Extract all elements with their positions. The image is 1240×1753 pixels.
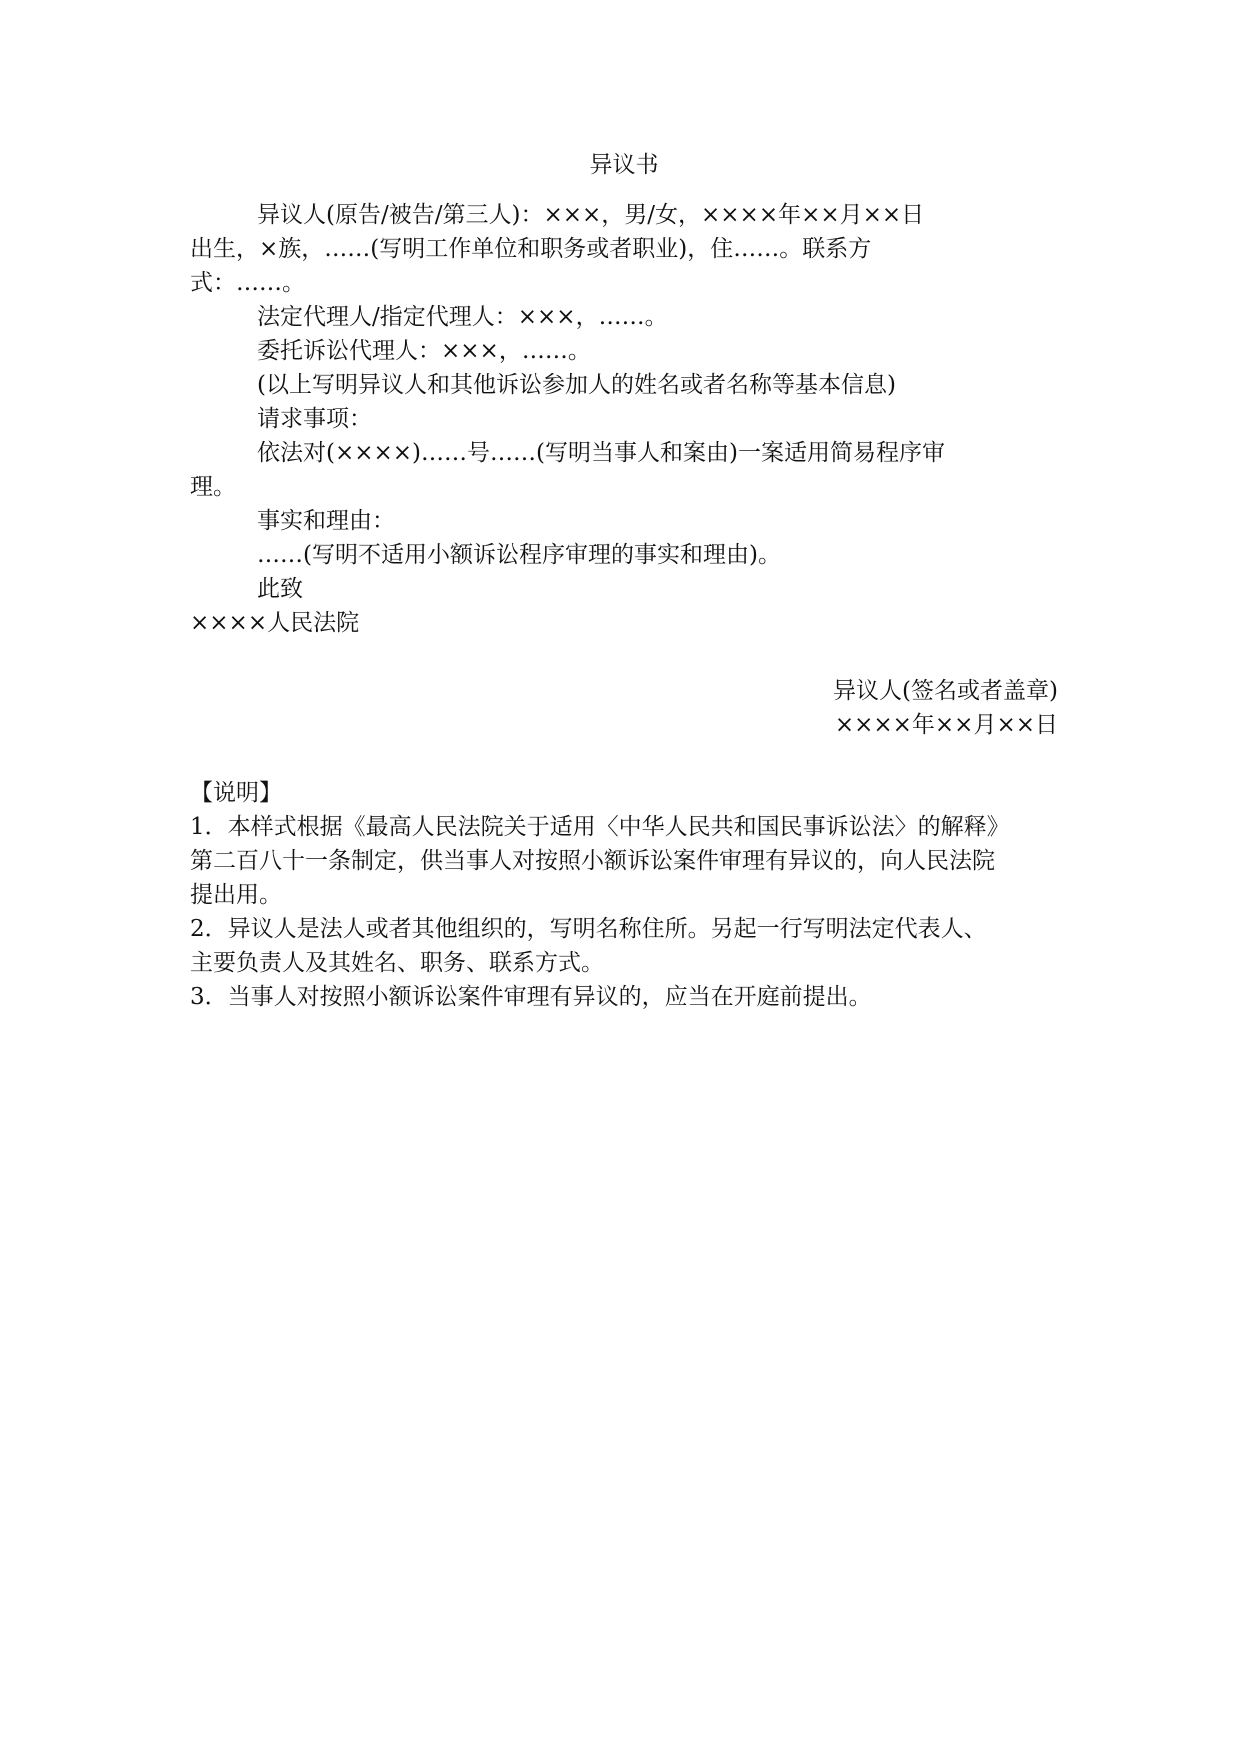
objector-info-line-1: 异议人(原告/被告/第三人)：×××，男/女，××××年××月××日 [257,202,925,228]
note-3: 3．当事人对按照小额诉讼案件审理有异议的，应当在开庭前提出。 [190,984,872,1010]
salutation: 此致 [257,576,303,602]
court-name: ××××人民法院 [190,610,360,636]
note-1-line-3: 提出用。 [190,882,282,908]
note-1-line-2: 第二百八十一条制定，供当事人对按照小额诉讼案件审理有异议的，向人民法院 [190,848,995,874]
legal-agent-line: 法定代理人/指定代理人：×××，……。 [257,304,668,330]
note-2-line-2: 主要负责人及其姓名、职务、联系方式。 [190,950,604,976]
notes-heading: 【说明】 [190,780,282,806]
objector-info-line-3: 式：……。 [190,270,305,296]
date-line: ××××年××月××日 [834,712,1058,738]
info-note-line: (以上写明异议人和其他诉讼参加人的姓名或者名称等基本信息) [257,372,896,398]
spacer [190,742,1058,776]
facts-heading: 事实和理由： [257,508,395,534]
signature-line: 异议人(签名或者盖章) [833,678,1058,704]
facts-text: ……(写明不适用小额诉讼程序审理的事实和理由)。 [257,542,781,568]
request-heading: 请求事项： [257,406,372,432]
request-line-1: 依法对(××××)……号……(写明当事人和案由)一案适用简易程序审 [257,440,945,466]
objector-info-line-2: 出生，×族，……(写明工作单位和职务或者职业)，住……。联系方 [190,236,872,262]
request-line-2: 理。 [190,474,236,500]
document-title: 异议书 [589,152,659,178]
note-1-line-1: 1．本样式根据《最高人民法院关于适用〈中华人民共和国民事诉讼法〉的解释》 [190,814,1010,840]
document-page [190,148,1058,1014]
spacer [190,640,1058,674]
note-2-line-1: 2．异议人是法人或者其他组织的，写明名称住所。另起一行写明法定代表人、 [190,916,987,942]
entrusted-agent-line: 委托诉讼代理人：×××，……。 [257,338,591,364]
